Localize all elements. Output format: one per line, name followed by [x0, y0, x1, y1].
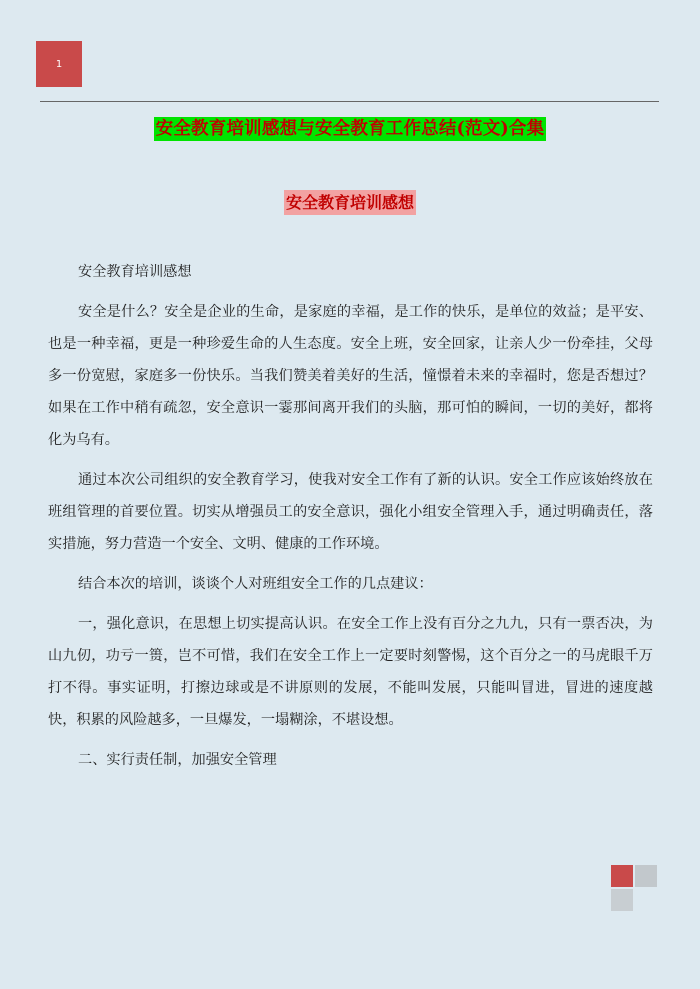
header-divider: [40, 101, 659, 102]
paragraph: 安全是什么？安全是企业的生命，是家庭的幸福，是工作的快乐，是单位的效益；是平安、也是一种幸福，更是一种珍爱生命的人生态度。安全上班，安全回家，让亲人少一份牵挂，父母多一份宽慰，家庭多一份快乐。当我们赞美着美好的生活，憧憬着未来的幸福时，您是否想过？如果在工作中稍有疏忽，安全意识一霎那间离开我们的头脑，那可怕的瞬间，一切的美好，都将化为乌有。: [48, 304, 653, 448]
section-title-text: 安全教育培训感想: [284, 190, 416, 215]
corner-decoration: [611, 865, 659, 913]
document-body: [48, 256, 653, 776]
document-title: [0, 115, 700, 140]
paragraph: 二、实行责任制，加强安全管理: [78, 752, 277, 768]
paragraph: 通过本次公司组织的安全教育学习，使我对安全工作有了新的认识。安全工作应该始终放在班组管理的首要位置。切实从增强员工的安全意识，强化小组安全管理入手，通过明确责任，落实措施，努力营造一个安全、文明、健康的工作环境。: [48, 472, 653, 552]
paragraph: 一，强化意识，在思想上切实提高认识。在安全工作上没有百分之九九，只有一票否决，为山九仞，功亏一篑，岂不可惜，我们在安全工作上一定要时刻警惕，这个百分之一的马虎眼千万打不得。事实证明，打擦边球或是不讲原则的发展，不能叫发展，只能叫冒进，冒进的速度越快，积累的风险越多，一旦爆发，一塌糊涂，不堪设想。: [48, 616, 653, 728]
page-number-badge: [36, 41, 82, 87]
decoration-square-gray: [635, 865, 657, 887]
decoration-square-red: [611, 865, 633, 887]
paragraph: 结合本次的培训，谈谈个人对班组安全工作的几点建议：: [78, 576, 433, 592]
section-title: [0, 190, 700, 213]
document-title-text: 安全教育培训感想与安全教育工作总结(范文)合集: [155, 119, 545, 139]
decoration-square-gray: [611, 889, 633, 911]
paragraph: 安全教育培训感想: [78, 264, 192, 280]
page-number: 1: [55, 58, 63, 70]
